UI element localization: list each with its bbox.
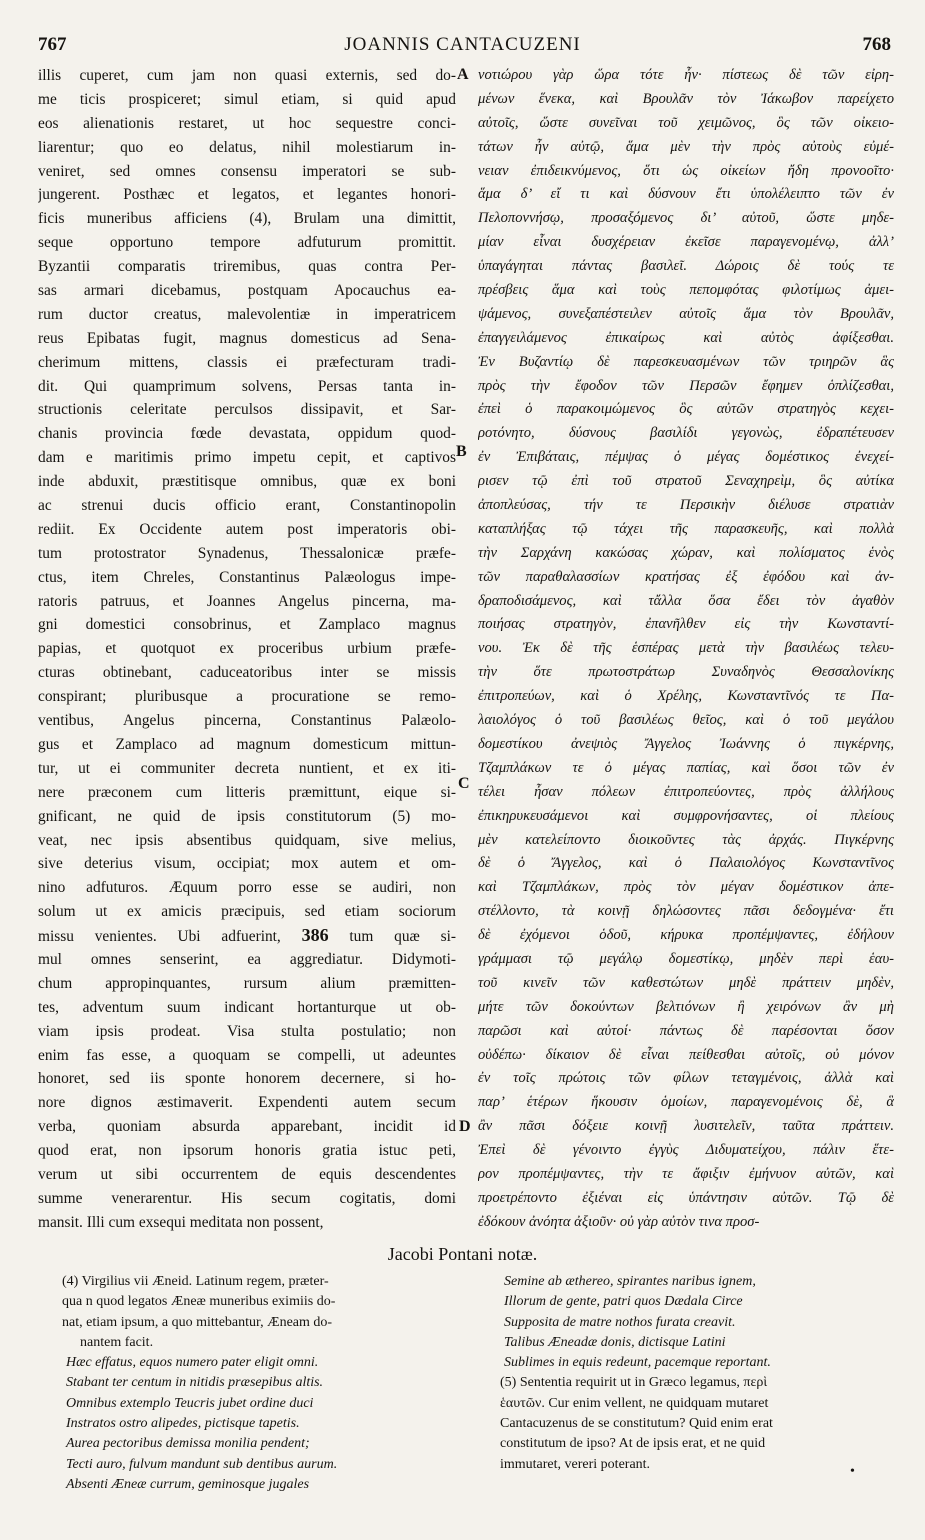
latin-text-line: inde abduxit, præstitisque omnibus, quæ ex boni — [38, 473, 456, 491]
latin-text-line: honoret, sed iis sponte honorem decernere, si ho- — [38, 1070, 456, 1088]
latin-text-line: reus Epibatas fugit, magnus domesticus ad Sena- — [38, 329, 456, 347]
latin-text-line: nere præconem cum litteris præmittunt, eique si- — [38, 783, 456, 801]
latin-text-line: veniret, sed omnes consensu imperatori se sub- — [38, 162, 456, 180]
greek-text-line: καταπλήξας τῷ τάχει τῆς παρασκευῆς, καὶ πολλὰ — [478, 520, 894, 537]
greek-text-line: ἅμα δ’ εἴ τι καὶ δύσνουν ἔτι ὑπολέλειπτο τῶν ἐν — [478, 186, 894, 203]
latin-text-line: gnificant, ne quid de ipsis constitutorum (5) mo- — [38, 807, 456, 825]
greek-text-line: καὶ Τζαμπλάκων, πρὸς τὸν μέγαν δομέστικον ἀπε- — [478, 879, 894, 896]
note-verse-line: Stabant ter centum in nitidis præsepibus altis. — [66, 1375, 324, 1391]
latin-text-line: veat, nec ipsis absentibus quidquam, sive melius, — [38, 831, 456, 849]
greek-text-line: ρισεν τῷ ἐπὶ τοῦ στρατοῦ Σεναχηρεὶμ, ὃς αὐτίκα — [478, 473, 894, 490]
latin-text-line: eos alienationis restaret, ut hoc sequestre conci- — [38, 114, 456, 132]
latin-text-line: ratoris patruus, et Joannes Angelus pincerna, ma- — [38, 592, 456, 610]
latin-text-line: rum ductor creatus, malevolentiæ in imperatricem — [38, 305, 456, 323]
note-line: immutaret, vereri poterant. — [500, 1456, 651, 1472]
note-verse-line: Tecti auro, fulvum mandunt sub dentibus aurum. — [66, 1456, 338, 1472]
greek-text-line: γράμμασι τῷ μεγάλῳ δομεστίκῳ, μηδὲν περὶ ἑαυ- — [478, 950, 894, 967]
greek-text-line: παρῶσι καὶ αὐτοί· πάντως δὲ παρέσονται ὅσον — [478, 1022, 894, 1039]
greek-text-line: Ἐν Βυζαντίῳ δὲ παρεσκευασμένων τῶν τριηρῶν ἃς — [478, 353, 894, 370]
note-verse-line: Supposita de matre nothos furata creavit. — [504, 1314, 736, 1330]
note-verse-line: Sublimes in equis redeunt, pacemque reportant. — [504, 1355, 771, 1371]
latin-text-line: sas armari dicebamus, postquam Apocauchus ea- — [38, 282, 456, 300]
greek-text-line: ἀποπλεύσας, τήν τε Περσικὴν διέλυσε στρατιὰν — [478, 497, 894, 514]
latin-text-line: quod erat, non ipsorum honoris gratia istuc peti, — [38, 1142, 456, 1160]
latin-column — [38, 64, 456, 1232]
latin-text-line: summe venerarentur. His secum cogitatis, domi — [38, 1189, 456, 1207]
latin-text-line: illis cuperet, cum jam non quasi externis, sed do- — [38, 67, 456, 84]
greek-text-line: ἐπεὶ ὁ παρακοιμώμενος ὃς αὐτῶν στρατηγὸς κεχει- — [478, 401, 894, 418]
greek-text-line: ἐπικηρυκευσάμενοι καὶ συμφρονήσαντες, οἱ πλείους — [478, 807, 894, 824]
greek-text-line: ρον προπέμψαντες, τὴν τε ἄφιξιν ἐμήνυον αὐτῶν, καὶ — [478, 1165, 894, 1182]
latin-text-line: conspirant; pluribusque a procuratione se remo- — [38, 688, 456, 706]
inline-page-number: 386 — [301, 925, 329, 946]
greek-text-line: μίαν εἶναι δυσχέρειαν ἐκεῖσε παραγενομένῳ, ἀλλ’ — [478, 234, 894, 251]
notes-left-column — [62, 1272, 454, 1495]
latin-text-line: sive deterius visum, occipiat; mox autem et om- — [38, 855, 456, 873]
greek-text-line: ποιήσας στρατηγὸν, ἐπανῆλθεν εἰς τὴν Κωνσταντί- — [478, 616, 894, 633]
greek-text-line: Πελοποννήσῳ, προσαξόμενος δι’ αὐτοῦ, ὥστε μηδε- — [478, 210, 894, 227]
greek-text-line: προετρέποντο ἐξιέναι εἰς ὑπάντησιν αὐτῶν. Τῷ δὲ — [478, 1189, 894, 1206]
greek-text-line: τάτων ἦν αὐτῷ, ἅμα μὲν τὴν πρὸς αὐτοὺς εὐμέ- — [478, 138, 894, 155]
note-verse-line: Absenti Æneæ currum, geminosque jugales — [66, 1476, 310, 1492]
latin-text-line: dam e maritimis primo impetu cepit, et captivos — [38, 449, 456, 467]
latin-text-line: ventibus, Angelus pincerna, Constantinus Palæolo- — [38, 712, 456, 730]
greek-text-line: νοτιώρου γὰρ ὥρα τότε ἦν· πίστεως δὲ τῶν εἰρη- — [478, 67, 894, 83]
latin-text-line: chum appropinquantes, rursum alium præmitten- — [38, 974, 456, 992]
latin-text-line: tum protostrator Synadenus, Thessalonicæ præfe- — [38, 544, 456, 562]
latin-text-line: Byzantii comparatis triremibus, quas contra Per- — [38, 258, 456, 276]
greek-text-line: μὲν κατελείποντο διοικοῦντες τὰς ἀρχάς. Πιγκέρνης — [478, 831, 894, 848]
greek-text-line: τὴν Σαρχάνη κακώσας χώραν, καὶ πολίσματος ἑνὸς — [478, 544, 894, 561]
latin-text-line: chanis provincia fœde devastata, oppidum quod- — [38, 425, 456, 443]
note-line: constitutum de ipso? At de ipsis erat, et ne quid — [500, 1436, 766, 1452]
note-line: qua n quod legatos Æneæ muneribus eximiis do- — [62, 1294, 336, 1310]
latin-text-line: seque opportuno tempore adfuturum promittit. — [38, 234, 456, 252]
latin-text-line: dit. Qui quamprimum solvens, Persas tanta in- — [38, 377, 456, 395]
note-verse-line: Talibus Æneadæ donis, dictisque Latini — [504, 1334, 726, 1350]
latin-text-line: verba, quoniam absurda apparebant, incidit id — [38, 1118, 456, 1136]
greek-text-line: νου. Ἐκ δὲ τῆς ἑσπέρας μετὰ τὴν βασιλέως τελευ- — [478, 640, 894, 657]
greek-text-line: νειαν ἐπιδεικνύμενος, ὅτι ὡς οἰκείων ἤδη προνοοῖτο· — [478, 162, 894, 179]
latin-text-line: tes, adventum suum indicant hortanturque ut ob- — [38, 998, 456, 1016]
note-line: nantem facit. — [80, 1334, 154, 1350]
stray-mark: • — [850, 1464, 855, 1479]
latin-text-line: nino adfuturos. Æquum porro esse se audiri, non — [38, 879, 456, 897]
latin-text-line: enim fas esse, a quoquam se compelli, ut adeuntes — [38, 1046, 456, 1064]
running-title: JOANNIS CANTACUZENI — [344, 34, 581, 55]
note-verse-line: Instratos ostro alipedes, pictisque tapetis. — [66, 1416, 300, 1432]
notes-right-column — [500, 1272, 872, 1475]
latin-text-line: cherimum mittens, classis ei præfecturam tradi- — [38, 353, 456, 371]
greek-text-line: λαιολόγος ὁ τοῦ βασιλέως θεῖος, καὶ ὁ τοῦ μεγάλου — [478, 712, 894, 729]
greek-text-line: τὴν ὅτε πρωτοστράτωρ Συναδηνὸς Θεσσαλονίκης — [478, 664, 894, 681]
greek-text-line: στέλλοντο, τὰ κοινῇ δηλώσοντες πᾶσι δεδογμένα· ἔτι — [478, 903, 894, 920]
latin-text-line: me ticis prospiceret; simul etiam, si quid apud — [38, 90, 456, 108]
page-number-right: 768 — [862, 34, 891, 55]
greek-text-line: ἐν τοῖς πρώτοις τῶν φίλων τεταγμένοις, ἀλλὰ καὶ — [478, 1070, 894, 1087]
greek-text-line: δὲ ὁ Ἄγγελος, καὶ ὁ Παλαιολόγος Κωνσταντῖνος — [478, 855, 894, 872]
latin-text-line: missu venientes. Ubi adfuerint, 386 tum quæ si- — [38, 925, 456, 946]
latin-text-line: gni domestici consobrinus, et Zamplaco magnus — [38, 616, 456, 634]
greek-text-line: ἐπαγγειλάμενος ἐπικαίρως καὶ αὐτὸς ἀφίξεσθαι. — [478, 329, 894, 346]
latin-text-line: gus et Zamplaco ad magnum domesticum mittun- — [38, 735, 456, 753]
latin-text-line: mansit. Illi cum exsequi meditata non possent, — [38, 1213, 324, 1231]
latin-text-line: solum ut ex amicis præcipuis, sed etiam sociorum — [38, 903, 456, 921]
greek-text-line: μήτε τῶν δοκούντων βελτιόνων ἢ χειρόνων ἂν μὴ — [478, 998, 894, 1015]
greek-text-line: ἐδόκουν ἀνόητα ἀξιοῦν· οὐ γὰρ αὐτὸν τινα προσ- — [478, 1213, 760, 1230]
greek-text-line: τοῦ κινεῖν τῶν καθεστώτων μηδὲ πράττειν μηδὲν, — [478, 974, 894, 991]
latin-text-line: structionis celeritate perculsos dissipavit, et Sar- — [38, 401, 456, 419]
greek-text-line: παρ’ ἑτέρων ἥκουσιν ὁμοίων, παραγενομένοις δὲ, ἃ — [478, 1094, 894, 1111]
greek-text-line: Τζαμπλάκων τε ὁ μέγας παπίας, καὶ ὅσοι τῶν ἐν — [478, 759, 894, 776]
latin-text-line: rediit. Ex Occidente autem post imperatoris obi- — [38, 520, 456, 538]
greek-text-line: ψάμενος, συνεξαπέστειλεν αὐτοῖς ἅμα τὸν Βρουλᾶν, — [478, 305, 894, 322]
note-verse-line: Aurea pectoribus demissa monilia pendent; — [66, 1436, 310, 1452]
note-verse-line: Illorum de gente, patri quos Dædala Circe — [504, 1294, 743, 1310]
latin-text-line: ctus, item Chreles, Constantinus Palæologus impe- — [38, 568, 456, 586]
note-line: nat, etiam ipsum, a quo mittebantur, Æneam do- — [62, 1314, 333, 1330]
margin-marker-a: A — [457, 66, 469, 83]
note-line: (4) Virgilius vii Æneid. Latinum regem, præter- — [62, 1274, 329, 1289]
greek-text-line: δραποδισάμενος, καὶ τἄλλα ὅσα ἔδει τὸν ἀγαθὸν — [478, 592, 894, 609]
greek-text-line: αὐτοῖς, ὥστε συνεῖναι τοῦ χειμῶνος, ὃς τῶν οἰκειο- — [478, 114, 894, 131]
latin-text-line: viam ipsis prodeat. Visa stulta postulatio; non — [38, 1022, 456, 1040]
margin-marker-b: B — [456, 443, 467, 460]
latin-text-line: cturas obtinebant, caduceatoribus inter se missis — [38, 664, 456, 682]
greek-text-line: πρέσβεις ἅμα καὶ τοὺς πεπομφότας φιλοτίμως ἀμει- — [478, 282, 894, 299]
note-line: ἑαυτῶν. Cur enim vellent, ne quidquam mutaret — [500, 1395, 769, 1411]
margin-marker-d: D — [459, 1118, 471, 1135]
greek-text-line: μένων ἕνεκα, καὶ Βρουλᾶν τὸν Ἰάκωβον παρείχετο — [478, 90, 894, 107]
latin-text-line: liarentur; quo eo delatus, nihil molestiarum in- — [38, 138, 456, 156]
latin-text-line: nore dignos æstimaverit. Expendenti autem secum — [38, 1094, 456, 1112]
greek-text-line: πρὸς τὴν ἔφοδον τῶν Περσῶν ἔφημεν ὁπλίζεσθαι, — [478, 377, 894, 394]
greek-text-line: ἐπιτροπεύων, καὶ ὁ Χρέλης, Κωνσταντῖνός τε Πα- — [478, 688, 894, 705]
note-line: (5) Sententia requirit ut in Græco legamus, περὶ — [500, 1375, 768, 1391]
greek-text-line: ὑπαγάγηται πάντας βασιλεῖ. Δώροις δὲ τούς τε — [478, 258, 894, 275]
note-verse-line: Hæc effatus, equos numero pater eligit omni. — [66, 1355, 319, 1371]
margin-marker-c: C — [458, 775, 470, 792]
greek-column — [478, 64, 894, 1232]
latin-text-line: tur, ut ei communiter decreta nuntient, et ex iti- — [38, 759, 456, 777]
page-number-left: 767 — [38, 34, 67, 55]
greek-text-line: Ἐπεὶ δὲ γένοιντο ἐγγὺς Διδυματείχου, πάλιν ἕτε- — [478, 1142, 894, 1159]
greek-text-line: τέλει ἦσαν πόλεων ἐπιτροπεύοντες, πρὸς ἀλλήλους — [478, 783, 894, 800]
latin-text-line: jungerent. Posthæc et legatos, et legantes honori- — [38, 186, 456, 204]
latin-text-line: ficis muneribus afficiens (4), Brulam una dimittit, — [38, 210, 456, 228]
notes-title: Jacobi Pontani notæ. — [387, 1244, 538, 1264]
latin-text-line: papias, et quotquot ex proceribus urbium præfe- — [38, 640, 456, 658]
greek-text-line: δομεστίκου ἀνεψιὸς Ἄγγελος Ἰωάννης ὁ πιγκέρνης, — [478, 735, 894, 752]
greek-text-line: ἂν πᾶσι δόξειε κοινῇ λυσιτελεῖν, ταῦτα πράττειν. — [478, 1118, 894, 1135]
running-header — [30, 34, 895, 60]
note-verse-line: Omnibus extemplo Teucris jubet ordine duci — [66, 1395, 314, 1411]
note-line: Cantacuzenus de se constitutum? Quid enim erat — [500, 1416, 773, 1432]
greek-text-line: δὲ ἐχόμενοι ὁδοῦ, κήρυκα προπέμψαντες, ἐδήλουν — [478, 927, 894, 944]
note-verse-line: Semine ab æthereo, spirantes naribus ignem, — [504, 1274, 756, 1289]
greek-text-line: τῶν παραθαλασσίων κρατήσας ἐξ ἐφόδου καὶ ἀν- — [478, 568, 894, 585]
latin-text-line: mul omnes senserint, ea aggrediatur. Didymoti- — [38, 950, 456, 968]
greek-text-line: ἐν Ἐπιβάταις, πέμψας ὁ μέγας δομέστικος ἐνεχεί- — [478, 449, 894, 466]
latin-text-line: verum ut sibi occurrentem de equis descendentes — [38, 1165, 456, 1183]
greek-text-line: οὐδέπω· δίκαιον δὲ εἶναι πείθεσθαι αὐτοῖς, οὐ μόνον — [478, 1046, 894, 1063]
greek-text-line: ροτόνητο, δύσνους βασιλίδι γεγονὼς, ἐδραπέτευσεν — [478, 425, 894, 442]
latin-text-line: ac strenui ducis officio erant, Constantinopolin — [38, 497, 456, 515]
